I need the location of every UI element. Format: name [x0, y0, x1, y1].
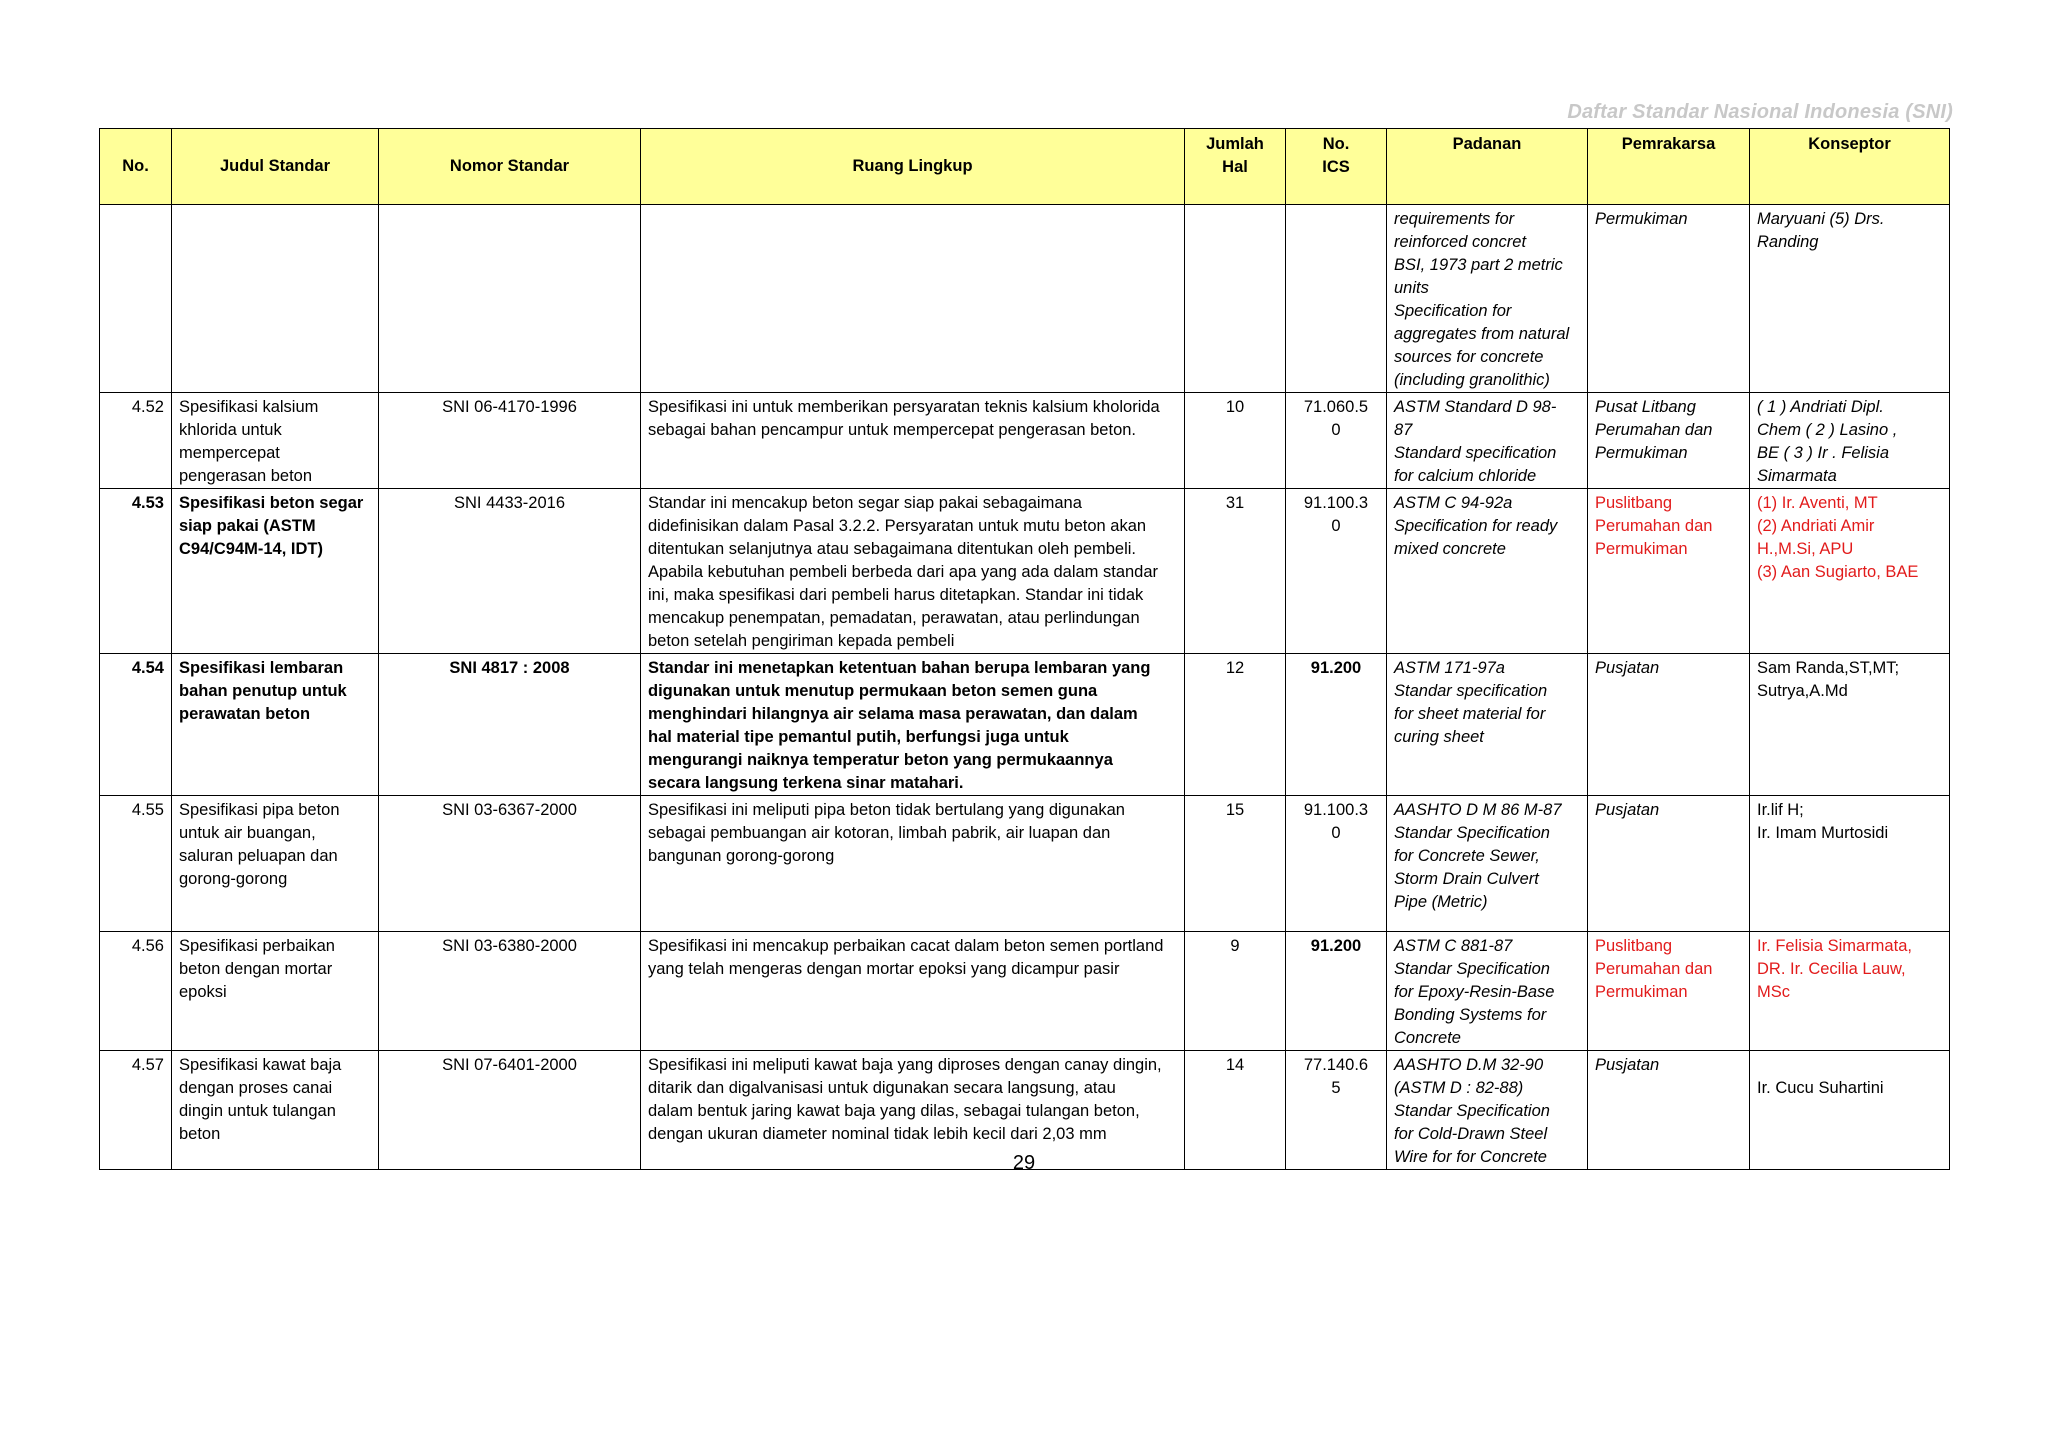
col-header-jumlah: Jumlah Hal	[1185, 129, 1286, 205]
cell-nomor: SNI 07-6401-2000	[379, 1051, 641, 1170]
cell-ruang: Spesifikasi ini untuk memberikan persyaratan teknis kalsium kholorida sebagai bahan pencampur untuk mempercepat pengerasan beton.	[641, 393, 1185, 489]
cell-konseptor: Maryuani (5) Drs. Randing	[1750, 205, 1950, 393]
cell-jumlah	[1185, 205, 1286, 393]
cell-nomor: SNI 03-6367-2000	[379, 796, 641, 932]
cell-no: 4.53	[100, 489, 172, 654]
cell-pemrakarsa: Pusjatan	[1588, 796, 1750, 932]
col-header-konseptor: Konseptor	[1750, 129, 1950, 205]
cell-ruang: Standar ini menetapkan ketentuan bahan berupa lembaran yang digunakan untuk menutup permukaan beton semen guna menghindari hilangnya air selama masa perawatan, dan dalam hal material tipe pemantul putih, berfungsi juga untuk mengurangi naiknya temperatur beton yang permukaannya secara langsung terkena sinar matahari.	[641, 654, 1185, 796]
table-row	[100, 932, 1950, 1051]
cell-ics: 91.100.3 0	[1286, 489, 1387, 654]
cell-padanan: ASTM Standard D 98- 87 Standard specification for calcium chloride	[1387, 393, 1588, 489]
cell-ruang: Spesifikasi ini meliputi kawat baja yang diproses dengan canay dingin, ditarik dan digalvanisasi untuk digunakan secara langsung, atau dalam bentuk jaring kawat baja yang dilas, sebagai tulangan beton, dengan ukuran diameter nominal tidak lebih kecil dari 2,03 mm	[641, 1051, 1185, 1170]
cell-padanan: ASTM C 881-87 Standar Specification for Epoxy-Resin-Base Bonding Systems for Concrete	[1387, 932, 1588, 1051]
cell-ics: 91.100.3 0	[1286, 796, 1387, 932]
cell-judul: Spesifikasi lembaran bahan penutup untuk perawatan beton	[172, 654, 379, 796]
cell-jumlah: 12	[1185, 654, 1286, 796]
cell-ruang: Spesifikasi ini mencakup perbaikan cacat dalam beton semen portland yang telah mengeras dengan mortar epoksi yang dicampur pasir	[641, 932, 1185, 1051]
cell-konseptor: Ir. Felisia Simarmata, DR. Ir. Cecilia Lauw, MSc	[1750, 932, 1950, 1051]
cell-pemrakarsa: Puslitbang Perumahan dan Permukiman	[1588, 932, 1750, 1051]
table-row	[100, 796, 1950, 932]
cell-padanan: AASHTO D.M 32-90 (ASTM D : 82-88) Standar Specification for Cold-Drawn Steel Wire for for Concrete	[1387, 1051, 1588, 1170]
sni-standards-table	[99, 128, 1950, 1170]
cell-padanan: ASTM 171-97a Standar specification for sheet material for curing sheet	[1387, 654, 1588, 796]
cell-jumlah: 15	[1185, 796, 1286, 932]
cell-ics: 77.140.6 5	[1286, 1051, 1387, 1170]
cell-no: 4.55	[100, 796, 172, 932]
table-row	[100, 489, 1950, 654]
cell-jumlah: 14	[1185, 1051, 1286, 1170]
cell-ics: 91.200	[1286, 654, 1387, 796]
col-header-pemrakarsa: Pemrakarsa	[1588, 129, 1750, 205]
cell-padanan: ASTM C 94-92a Specification for ready mixed concrete	[1387, 489, 1588, 654]
cell-jumlah: 10	[1185, 393, 1286, 489]
cell-jumlah: 31	[1185, 489, 1286, 654]
cell-no: 4.56	[100, 932, 172, 1051]
cell-konseptor: Sam Randa,ST,MT; Sutrya,A.Md	[1750, 654, 1950, 796]
table-header-row	[100, 129, 1950, 205]
cell-pemrakarsa: Permukiman	[1588, 205, 1750, 393]
cell-no	[100, 205, 172, 393]
cell-ruang: Spesifikasi ini meliputi pipa beton tidak bertulang yang digunakan sebagai pembuangan air kotoran, limbah pabrik, air luapan dan bangunan gorong-gorong	[641, 796, 1185, 932]
cell-nomor	[379, 205, 641, 393]
cell-judul	[172, 205, 379, 393]
cell-judul: Spesifikasi pipa beton untuk air buangan, saluran peluapan dan gorong-gorong	[172, 796, 379, 932]
col-header-nomor: Nomor Standar	[379, 129, 641, 205]
cell-no: 4.57	[100, 1051, 172, 1170]
cell-ruang	[641, 205, 1185, 393]
col-header-ics: No. ICS	[1286, 129, 1387, 205]
col-header-padanan: Padanan	[1387, 129, 1588, 205]
col-header-judul: Judul Standar	[172, 129, 379, 205]
cell-judul: Spesifikasi kalsium khlorida untuk mempercepat pengerasan beton	[172, 393, 379, 489]
cell-judul: Spesifikasi beton segar siap pakai (ASTM C94/C94M-14, IDT)	[172, 489, 379, 654]
cell-no: 4.54	[100, 654, 172, 796]
cell-ics: 91.200	[1286, 932, 1387, 1051]
cell-no: 4.52	[100, 393, 172, 489]
cell-nomor: SNI 06-4170-1996	[379, 393, 641, 489]
cell-padanan: AASHTO D M 86 M-87 Standar Specification for Concrete Sewer, Storm Drain Culvert Pipe (Metric)	[1387, 796, 1588, 932]
cell-nomor: SNI 4817 : 2008	[379, 654, 641, 796]
col-header-ruang: Ruang Lingkup	[641, 129, 1185, 205]
cell-padanan: requirements for reinforced concret BSI, 1973 part 2 metric units Specification for aggregates from natural sources for concrete (including granolithic)	[1387, 205, 1588, 393]
cell-konseptor: ( 1 ) Andriati Dipl. Chem ( 2 ) Lasino , BE ( 3 ) Ir . Felisia Simarmata	[1750, 393, 1950, 489]
cell-ruang: Standar ini mencakup beton segar siap pakai sebagaimana didefinisikan dalam Pasal 3.2.2. Persyaratan untuk mutu beton akan ditentukan selanjutnya atau sebagaimana ditentukan oleh pembeli. Apabila kebutuhan pembeli berbeda dari apa yang ada dalam standar ini, maka spesifikasi dari pembeli harus ditetapkan. Standar ini tidak mencakup penempatan, pemadatan, perawatan, atau perlindungan beton setelah pengiriman kepada pembeli	[641, 489, 1185, 654]
page-number: 29	[1012, 1152, 1036, 1174]
cell-pemrakarsa: Pusjatan	[1588, 1051, 1750, 1170]
cell-konseptor: Ir. Cucu Suhartini	[1750, 1051, 1950, 1170]
cell-ics: 71.060.5 0	[1286, 393, 1387, 489]
cell-judul: Spesifikasi perbaikan beton dengan mortar epoksi	[172, 932, 379, 1051]
cell-jumlah: 9	[1185, 932, 1286, 1051]
cell-pemrakarsa: Pusat Litbang Perumahan dan Permukiman	[1588, 393, 1750, 489]
cell-pemrakarsa: Pusjatan	[1588, 654, 1750, 796]
cell-nomor: SNI 03-6380-2000	[379, 932, 641, 1051]
cell-pemrakarsa: Puslitbang Perumahan dan Permukiman	[1588, 489, 1750, 654]
cell-konseptor: (1) Ir. Aventi, MT (2) Andriati Amir H.,M.Si, APU (3) Aan Sugiarto, BAE	[1750, 489, 1950, 654]
table-row	[100, 205, 1950, 393]
table-row	[100, 393, 1950, 489]
col-header-no: No.	[100, 129, 172, 205]
cell-nomor: SNI 4433-2016	[379, 489, 641, 654]
cell-konseptor: Ir.lif H; Ir. Imam Murtosidi	[1750, 796, 1950, 932]
cell-judul: Spesifikasi kawat baja dengan proses canai dingin untuk tulangan beton	[172, 1051, 379, 1170]
cell-ics	[1286, 205, 1387, 393]
document-header-title: Daftar Standar Nasional Indonesia (SNI)	[1567, 101, 1953, 123]
table-row	[100, 654, 1950, 796]
